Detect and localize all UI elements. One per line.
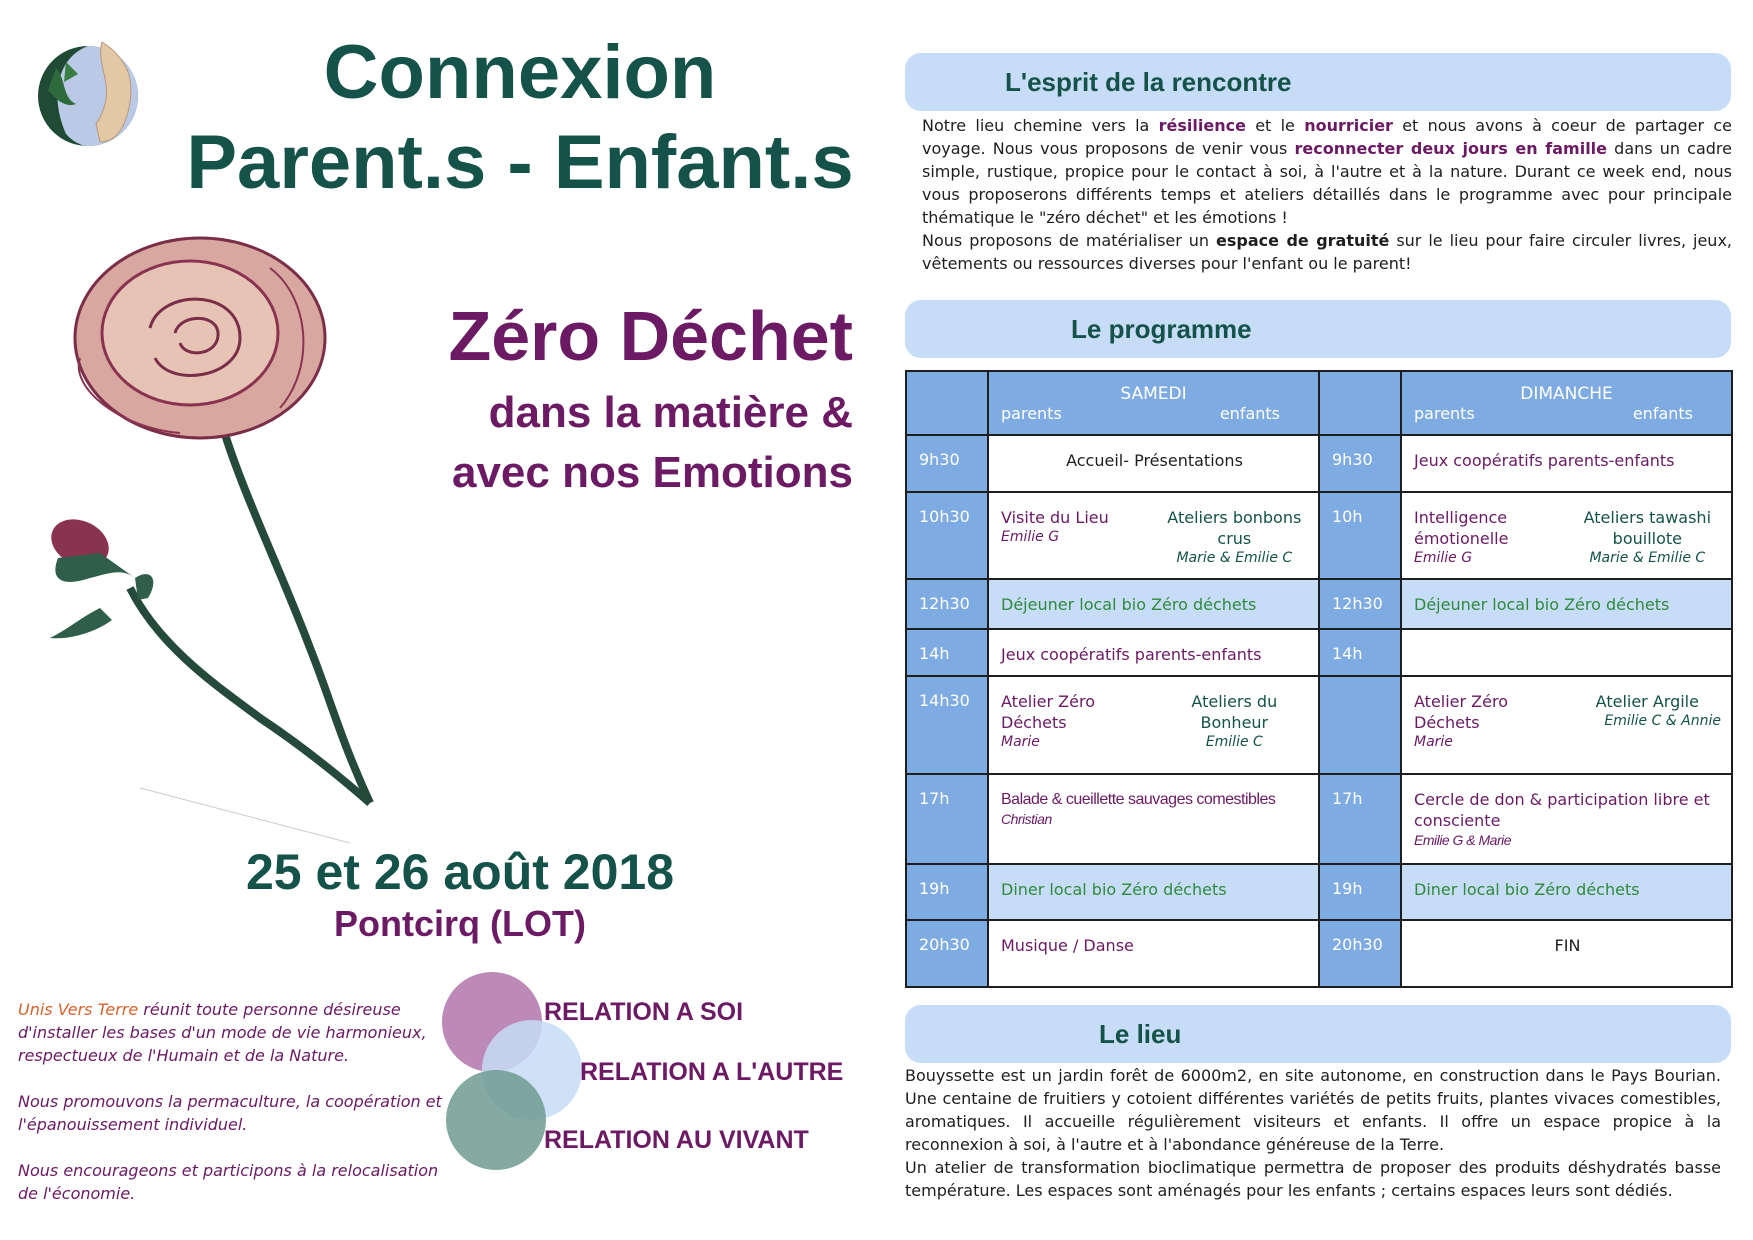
organisation-intro xyxy=(18,998,448,1228)
activity-label: Balade & cueillette sauvages comestibles xyxy=(1001,791,1276,808)
esprit-text-span: sur le lieu pour faire circuler livres, jeux, vêtements ou ressources diverses pour l'enfant ou le parent! xyxy=(922,231,1732,273)
table-row xyxy=(906,371,1732,435)
time-cell: 20h30 xyxy=(906,920,988,987)
esprit-text-span: dans un cadre simple, rustique, propice pour le contact à soi, à l'autre et à la nature. Durant ce week end, nous vous proposerons différents temps et ateliers détaillés dans le programme avec pour principale thématique le "zéro déchet" et les émotions ! xyxy=(922,139,1733,227)
meal-cell: Diner local bio Zéro déchets xyxy=(988,864,1319,920)
event-dates: 25 et 26 août 2018 xyxy=(245,844,675,900)
time-cell: 19h xyxy=(906,864,988,920)
time-cell: 12h30 xyxy=(1319,579,1401,629)
esprit-text-span: et le xyxy=(1245,116,1305,135)
time-cell xyxy=(1319,676,1401,774)
time-cell: 9h30 xyxy=(906,435,988,492)
programme-heading-bar xyxy=(905,300,1731,358)
time-cell: 17h xyxy=(906,774,988,864)
time-cell: 10h xyxy=(1319,492,1401,579)
animator-name: Emilie G xyxy=(1001,529,1060,545)
col-label-enfants: enfants xyxy=(1219,404,1280,423)
intro-paragraph-2: Nous promouvons la permaculture, la coopération et l'épanouissement individuel. xyxy=(18,1092,442,1134)
meal-cell: Déjeuner local bio Zéro déchets xyxy=(988,579,1319,629)
esprit-highlight-reconnecter: reconnecter deux jours en famille xyxy=(1294,139,1608,158)
theme-subtitle-2: avec nos Emotions xyxy=(451,448,853,497)
event-place: Pontcirq (LOT) xyxy=(334,903,586,944)
intro-paragraph-3: Nous encourageons et participons à la relocalisation de l'économie. xyxy=(18,1161,439,1203)
time-cell: 17h xyxy=(1319,774,1401,864)
relation-autre-label: RELATION A L'AUTRE xyxy=(580,1058,844,1086)
activity-cell: Jeux coopératifs parents-enfants xyxy=(988,629,1319,676)
header-time-cell xyxy=(1319,371,1401,435)
activity-cell xyxy=(988,492,1319,579)
animator-name: Marie & Emilie C xyxy=(1589,550,1706,566)
day-label-dimanche: DIMANCHE xyxy=(1520,384,1613,404)
relation-soi-label: RELATION A SOI xyxy=(544,998,744,1026)
time-cell: 9h30 xyxy=(1319,435,1401,492)
header-dimanche xyxy=(1401,371,1732,435)
esprit-heading: L'esprit de la rencontre xyxy=(1005,67,1292,97)
lieu-paragraph-2: Un atelier de transformation bioclimatique permettra de proposer des produits déshydratés basse température. Les espaces sont aménagés pour les enfants ; certains espaces leurs sont dédiés. xyxy=(905,1158,1721,1200)
programme-heading: Le programme xyxy=(1071,314,1252,344)
day-label-samedi: SAMEDI xyxy=(1120,384,1187,404)
activity-cell xyxy=(1401,774,1732,864)
title-line-1: Connexion xyxy=(323,30,717,115)
activity-label: Ateliers bonbons crus xyxy=(1167,508,1302,548)
table-row xyxy=(906,864,1732,920)
activity-cell xyxy=(988,435,1319,492)
esprit-highlight-nourricier: nourricier xyxy=(1304,116,1393,135)
animator-name: Marie & Emilie C xyxy=(1176,550,1293,566)
activity-label: Ateliers tawashi bouillote xyxy=(1583,508,1712,548)
table-row xyxy=(906,435,1732,492)
theme-subtitle-1: dans la matière & xyxy=(488,388,853,437)
activity-label: Ateliers du Bonheur xyxy=(1191,692,1278,732)
esprit-text xyxy=(922,114,1732,275)
time-cell: 14h30 xyxy=(906,676,988,774)
animator-name: Emilie C xyxy=(1205,734,1263,750)
animator-name: Marie xyxy=(1414,734,1453,750)
intro-paragraph-1 xyxy=(18,998,448,1067)
title-line-2: Parent.s - Enfant.s xyxy=(186,120,854,205)
time-cell: 14h xyxy=(1319,629,1401,676)
theme-title: Zéro Déchet xyxy=(448,297,853,375)
time-cell: 12h30 xyxy=(906,579,988,629)
activity-label: Accueil- Présentations xyxy=(1066,451,1243,470)
relation-vivant-label: RELATION AU VIVANT xyxy=(544,1126,809,1154)
col-label-parents: parents xyxy=(1414,404,1475,423)
activity-cell: Musique / Danse xyxy=(988,920,1319,987)
activity-label: Intelligence émotionelle xyxy=(1414,508,1509,548)
programme-table xyxy=(905,370,1733,988)
activity-label: Atelier Zéro Déchets xyxy=(1414,692,1508,732)
activity-label: Jeux coopératifs parents-enfants xyxy=(1414,451,1675,470)
esprit-text-span: Nous proposons de matérialiser un xyxy=(922,231,1217,250)
activity-cell xyxy=(988,676,1319,774)
activity-cell xyxy=(1401,629,1732,676)
lieu-text xyxy=(905,1064,1721,1202)
organisation-name: Unis Vers Terre xyxy=(18,1000,139,1019)
col-label-parents: parents xyxy=(1001,404,1062,423)
header-time-cell xyxy=(906,371,988,435)
time-cell: 10h30 xyxy=(906,492,988,579)
time-cell: 14h xyxy=(906,629,988,676)
esprit-highlight-resilience: résilience xyxy=(1158,116,1246,135)
lieu-heading: Le lieu xyxy=(1099,1019,1182,1049)
activity-cell xyxy=(1401,920,1732,987)
esprit-text-span: et nous avons à coeur de partager ce voyage. Nous vous proposons de venir vous xyxy=(922,116,1732,158)
animator-name: Emilie C & Annie xyxy=(1604,713,1721,729)
table-row xyxy=(906,579,1732,629)
table-row xyxy=(906,676,1732,774)
activity-label: Cercle de don & participation libre et consciente xyxy=(1414,790,1710,830)
animator-name: Christian xyxy=(1001,811,1052,827)
venn-circle-vivant xyxy=(446,1070,546,1170)
meal-cell: Diner local bio Zéro déchets xyxy=(1401,864,1732,920)
esprit-text-span: Notre lieu chemine vers la xyxy=(922,116,1159,135)
animator-name: Emilie G & Marie xyxy=(1414,832,1512,848)
activity-cell xyxy=(1401,492,1732,579)
activity-cell xyxy=(1401,676,1732,774)
esprit-paragraph-1 xyxy=(922,114,1732,229)
table-row xyxy=(906,629,1732,676)
meal-cell: Déjeuner local bio Zéro déchets xyxy=(1401,579,1732,629)
rose-illustration-icon xyxy=(40,228,400,848)
animator-name: Emilie G xyxy=(1414,550,1473,566)
table-row xyxy=(906,774,1732,864)
time-cell: 20h30 xyxy=(1319,920,1401,987)
activity-cell xyxy=(988,774,1319,864)
esprit-highlight-gratuite: espace de gratuité xyxy=(1216,231,1390,250)
activity-cell xyxy=(1401,435,1732,492)
lieu-heading-bar xyxy=(905,1005,1731,1063)
activity-label: Visite du Lieu xyxy=(1001,508,1109,527)
table-row xyxy=(906,920,1732,987)
animator-name: Marie xyxy=(1001,734,1040,750)
table-row xyxy=(906,492,1732,579)
activity-label: Atelier Argile xyxy=(1595,692,1699,711)
header-samedi xyxy=(988,371,1319,435)
activity-label: Atelier Zéro Déchets xyxy=(1001,692,1095,732)
lieu-paragraph-1: Bouyssette est un jardin forêt de 6000m2, en site autonome, en construction dans le Pays Bourian. Une centaine de fruitiers y cotoient différentes variétés de petits fruits, plantes vivaces comestibles, aromatiques. Il accueille régulièrement visiteurs et enfants. Il offre un espace propice à la reconnexion à soi, à l'autre et à l'abondance généreuse de la Terre. xyxy=(905,1066,1721,1154)
time-cell: 19h xyxy=(1319,864,1401,920)
col-label-enfants: enfants xyxy=(1632,404,1693,423)
intro-p1-text: réunit toute personne désireuse d'installer les bases d'un mode de vie harmonieux, respectueux de l'Humain et de la Nature. xyxy=(18,1000,427,1065)
esprit-paragraph-2 xyxy=(922,229,1732,275)
esprit-heading-bar xyxy=(905,53,1731,111)
activity-label: FIN xyxy=(1554,936,1581,955)
earth-hand-logo-icon xyxy=(26,38,146,158)
